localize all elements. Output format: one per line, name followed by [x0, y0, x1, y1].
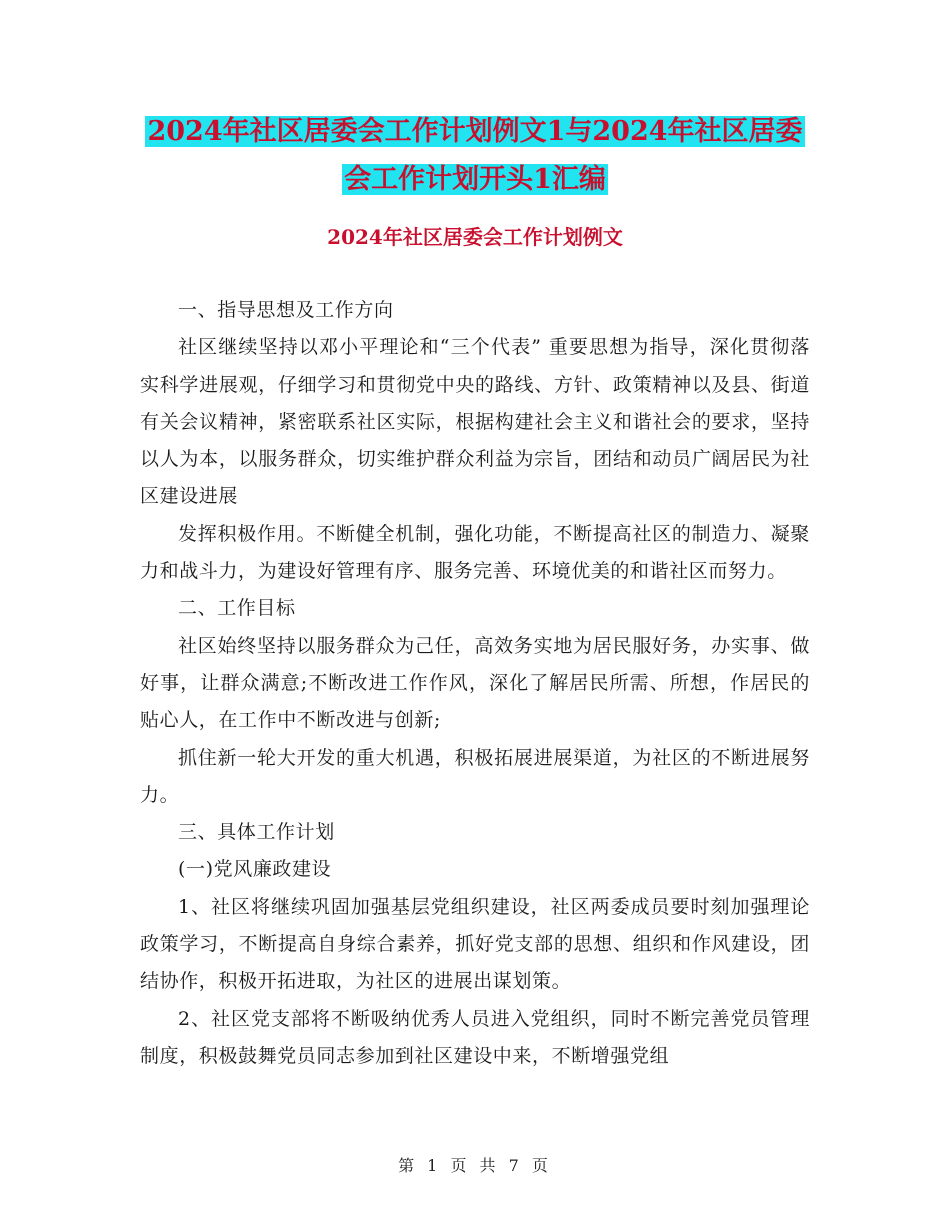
paragraph: 1、社区将继续巩固加强基层党组织建设，社区两委成员要时刻加强理论政策学习，不断提高自身综合素养，抓好党支部的思想、组织和作风建设，团结协作，积极开拓进取，为社区的进展出谋划策。: [140, 895, 810, 993]
heading-work-plan: 三、具体工作计划: [178, 821, 335, 844]
paragraph: 社区始终坚持以服务群众为己任，高效务实地为居民服好务，办实事、做好事，让群众满意;不断改进工作作风，深化了解居民所需、所想，作居民的贴心人，在工作中不断改进与创新;: [140, 634, 810, 732]
paragraph: 发挥积极作用。不断健全机制，强化功能，不断提高社区的制造力、凝聚力和战斗力，为建设好管理有序、服务完善、环境优美的和谐社区而努力。: [140, 522, 810, 583]
title-line-2: 会工作计划开头1汇编: [344, 164, 606, 195]
title-line-1: 2024年社区居委会工作计划例文1与2024年社区居委: [147, 116, 803, 147]
paragraph: 社区继续坚持以邓小平理论和“三个代表” 重要思想为指导，深化贯彻落实科学进展观，仔细学习和贯彻党中央的路线、方针、政策精神以及县、街道有关会议精神，紧密联系社区实际，根据构建社会主义和谐社会的要求，坚持以人为本，以服务群众，切实维护群众利益为宗旨，团结和动员广阔居民为社区建设进展: [140, 336, 810, 508]
document-body: [140, 292, 810, 1075]
paragraph: 2、社区党支部将不断吸纳优秀人员进入党组织，同时不断完善党员管理制度，积极鼓舞党员同志参加到社区建设中来，不断增强党组: [140, 1007, 810, 1067]
section-heading: 2024年社区居委会工作计划例文: [327, 225, 623, 249]
subheading-party-conduct: (一)党风廉政建设: [178, 858, 332, 881]
paragraph: 抓住新一轮大开发的重大机遇，积极拓展进展渠道，为社区的不断进展努力。: [140, 746, 810, 806]
page-number: 第 1 页 共 7 页: [398, 1156, 552, 1175]
document-title: [0, 108, 950, 204]
heading-work-goals: 二、工作目标: [178, 597, 296, 620]
heading-guiding-thought: 一、指导思想及工作方向: [178, 299, 394, 321]
